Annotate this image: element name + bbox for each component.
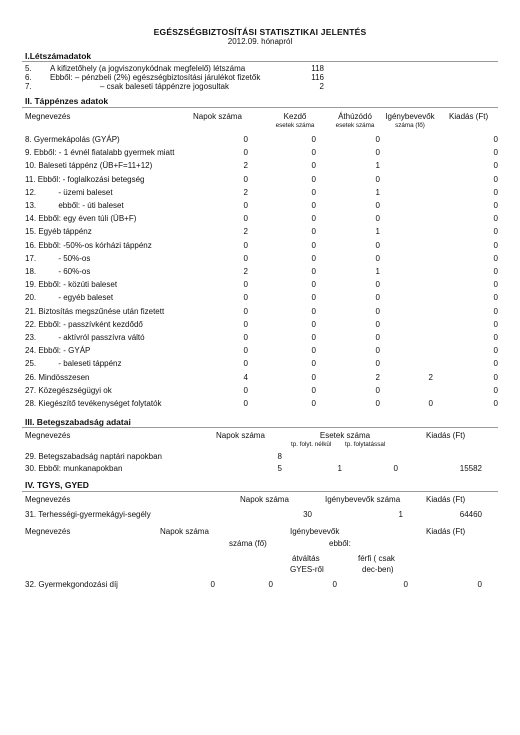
row-carried: 1 — [375, 227, 380, 237]
row-claimants: 2 — [428, 372, 433, 382]
row-carried: 0 — [375, 174, 380, 184]
row-payment: 0 — [493, 253, 498, 263]
row-6-label: Ebből: – pénzbeli (2%) egészségbiztosítási járulékot fizetők — [50, 73, 261, 82]
row-payment: 0 — [493, 359, 498, 369]
row-payment: 0 — [493, 372, 498, 382]
row-payment: 0 — [493, 319, 498, 329]
row-payment: 0 — [493, 399, 498, 408]
row-days: 0 — [243, 293, 248, 303]
row-starting: 0 — [311, 399, 316, 408]
row-starting: 0 — [311, 280, 316, 290]
row-carried: 0 — [375, 346, 380, 356]
row-days: 0 — [243, 253, 248, 263]
row-starting: 0 — [311, 319, 316, 329]
row-starting: 0 — [311, 135, 316, 144]
row-32-switch: 0 — [332, 580, 337, 589]
row-days: 0 — [243, 174, 248, 184]
row-payment: 0 — [493, 385, 498, 395]
report-title: EGÉSZSÉGBIZTOSÍTÁSI STATISZTIKAI JELENTÉS — [153, 27, 367, 37]
row-claimants: 0 — [428, 399, 433, 408]
col-header-of-which: ebből: — [329, 539, 351, 548]
row-32-label: 32. Gyermekgondozási díj — [25, 580, 118, 589]
row-starting: 0 — [311, 267, 316, 276]
row-days: 0 — [243, 306, 248, 316]
row-30-cases-without: 1 — [337, 464, 342, 473]
row-label: 15. Egyéb táppénz — [25, 227, 92, 237]
row-carried: 1 — [375, 187, 380, 197]
row-label: 11. Ebből: - foglalkozási betegség — [25, 174, 145, 184]
col-header-days: Napok száma — [193, 112, 242, 121]
row-label: 24. Ebből: - GYÁP — [25, 346, 91, 356]
row-5-value: 118 — [311, 64, 324, 73]
row-payment: 0 — [493, 187, 498, 197]
col-header-cases-without: tp. folyt. nélkül — [291, 441, 332, 448]
row-29-days: 8 — [277, 452, 282, 461]
row-days: 2 — [243, 187, 248, 197]
row-days: 0 — [243, 319, 248, 329]
row-5-label: A kifizetőhely (a jogviszonykódnak megfelelő) létszáma — [50, 64, 246, 73]
col-header-carried: Áthúzódó — [338, 112, 372, 121]
row-label: 12. - üzemi baleset — [25, 187, 113, 197]
row-6-number: 6. — [25, 73, 32, 82]
row-starting: 0 — [311, 306, 316, 316]
row-days: 0 — [243, 148, 248, 158]
row-carried: 0 — [375, 201, 380, 210]
divider — [22, 61, 498, 62]
row-starting: 0 — [311, 372, 316, 382]
row-carried: 0 — [375, 253, 380, 263]
row-payment: 0 — [493, 174, 498, 184]
col-header-claimants: Igénybevevők — [385, 112, 435, 121]
col-header-starting: Kezdő — [283, 112, 307, 121]
row-carried: 2 — [375, 372, 380, 382]
row-carried: 1 — [375, 161, 380, 171]
row-32-days: 0 — [210, 580, 215, 589]
row-starting: 0 — [311, 293, 316, 303]
row-label: 17. - 50%-os — [25, 253, 91, 263]
row-days: 0 — [243, 333, 248, 342]
row-30-days: 5 — [277, 464, 282, 473]
row-label: 28. Kiegészítő tevékenységet folytatók — [25, 399, 162, 408]
row-30-label: 30. Ebből: munkanapokban — [25, 464, 123, 473]
row-31-label: 31. Terhességi-gyermekágyi-segély — [25, 510, 151, 519]
row-payment: 0 — [493, 227, 498, 237]
row-days: 0 — [243, 240, 248, 250]
row-starting: 0 — [311, 148, 316, 158]
divider — [22, 107, 498, 108]
col-header-payment: Kiadás (Ft) — [449, 112, 489, 121]
row-32-male: 0 — [403, 580, 408, 589]
row-29-label: 29. Betegszabadság naptári napokban — [25, 452, 162, 461]
col-header-claimants: Igénybevevők száma — [325, 495, 401, 504]
col-header-name: Megnevezés — [25, 431, 71, 440]
row-carried: 0 — [375, 306, 380, 316]
row-days: 0 — [243, 280, 248, 290]
row-label: 23. - aktívról passzívra váltó — [25, 333, 145, 342]
row-starting: 0 — [311, 359, 316, 369]
row-payment: 0 — [493, 333, 498, 342]
section-1-title: I.Létszámadatok — [25, 51, 92, 61]
row-starting: 0 — [311, 161, 316, 171]
section-3-title: III. Betegszabadság adatai — [25, 417, 131, 427]
row-label: 9. Ebből: - 1 évnél fiatalabb gyermek miatt — [25, 148, 175, 158]
col-header-starting-sub: esetek száma — [275, 122, 315, 129]
row-label: 22. Ebből: - passzívként kezdődő — [25, 319, 143, 329]
row-label: 19. Ebből: - közúti baleset — [25, 280, 118, 290]
row-payment: 0 — [493, 135, 498, 144]
row-label: 13. ebből: - úti baleset — [25, 201, 124, 210]
row-label: 27. Közegészségügyi ok — [25, 385, 112, 395]
row-starting: 0 — [311, 227, 316, 237]
row-days: 0 — [243, 214, 248, 224]
col-header-male-2: dec-ben) — [362, 565, 394, 574]
col-header-claimants-sub: száma (fő) — [395, 122, 425, 129]
col-header-days: Napok száma — [160, 527, 209, 536]
row-starting: 0 — [311, 385, 316, 395]
row-days: 0 — [243, 346, 248, 356]
row-days: 2 — [243, 161, 248, 171]
col-header-cases-with: tp. folytatással — [345, 441, 386, 448]
row-payment: 0 — [493, 240, 498, 250]
row-5-number: 5. — [25, 64, 32, 73]
row-7-label: – csak baleseti táppénzre jogosultak — [100, 82, 229, 91]
row-label: 8. Gyermekápolás (GYÁP) — [25, 135, 120, 144]
row-starting: 0 — [311, 187, 316, 197]
col-header-switch-1: átváltás — [292, 554, 320, 563]
divider — [22, 491, 498, 492]
row-payment: 0 — [493, 201, 498, 210]
row-payment: 0 — [493, 161, 498, 171]
row-carried: 0 — [375, 214, 380, 224]
report-period: 2012.09. hónapról — [227, 37, 293, 46]
row-days: 0 — [243, 201, 248, 210]
row-30-cases-with: 0 — [393, 464, 398, 473]
row-days: 2 — [243, 227, 248, 237]
row-days: 0 — [243, 385, 248, 395]
row-32-count: 0 — [268, 580, 273, 589]
col-header-name: Megnevezés — [25, 112, 71, 121]
col-header-payment: Kiadás (Ft) — [426, 431, 466, 440]
row-label: 21. Biztosítás megszűnése után fizetett — [25, 306, 165, 316]
row-days: 0 — [243, 359, 248, 369]
row-label: 10. Baleseti táppénz (ÜB+F=11+12) — [25, 161, 153, 171]
row-30-payment: 15582 — [459, 464, 482, 473]
row-6-value: 116 — [311, 73, 324, 82]
col-header-claimants: Igénybevevők — [290, 527, 340, 536]
row-label: 20. - egyéb baleset — [25, 293, 114, 303]
row-payment: 0 — [493, 148, 498, 158]
row-payment: 0 — [493, 214, 498, 224]
col-header-male-1: férfi ( csak — [358, 554, 395, 563]
col-header-days: Napok száma — [216, 431, 265, 440]
col-header-switch-2: GYES-ről — [290, 565, 324, 574]
row-label: 16. Ebből: -50%-os kórházi táppénz — [25, 240, 152, 250]
row-label: 26. Mindösszesen — [25, 372, 90, 382]
row-31-payment: 64460 — [459, 510, 482, 519]
row-carried: 0 — [375, 293, 380, 303]
row-starting: 0 — [311, 346, 316, 356]
row-starting: 0 — [311, 240, 316, 250]
row-payment: 0 — [493, 280, 498, 290]
section-2-title: II. Táppénzes adatok — [25, 96, 109, 106]
row-carried: 0 — [375, 333, 380, 342]
row-carried: 0 — [375, 280, 380, 290]
row-starting: 0 — [311, 333, 316, 342]
row-carried: 0 — [375, 319, 380, 329]
row-7-number: 7. — [25, 82, 32, 91]
col-header-payment: Kiadás (Ft) — [426, 495, 466, 504]
row-starting: 0 — [311, 174, 316, 184]
row-carried: 0 — [375, 148, 380, 158]
divider — [22, 427, 498, 428]
col-header-payment: Kiadás (Ft) — [426, 527, 466, 536]
row-starting: 0 — [311, 214, 316, 224]
col-header-name: Megnevezés — [25, 527, 71, 536]
row-days: 4 — [243, 372, 248, 382]
row-days: 0 — [243, 135, 248, 144]
row-carried: 0 — [375, 385, 380, 395]
row-label: 25. - baleseti táppénz — [25, 359, 122, 369]
row-payment: 0 — [493, 346, 498, 356]
row-starting: 0 — [311, 253, 316, 263]
col-header-days: Napok száma — [240, 495, 289, 504]
row-carried: 0 — [375, 240, 380, 250]
row-carried: 0 — [375, 399, 380, 408]
row-payment: 0 — [493, 267, 498, 276]
row-31-claimants: 1 — [398, 510, 403, 519]
col-header-carried-sub: esetek száma — [335, 122, 375, 129]
row-payment: 0 — [493, 293, 498, 303]
row-7-value: 2 — [319, 82, 324, 91]
col-header-cases: Esetek száma — [319, 431, 371, 440]
row-days: 2 — [243, 267, 248, 276]
col-header-name: Megnevezés — [25, 495, 71, 504]
row-carried: 1 — [375, 267, 380, 276]
row-payment: 0 — [493, 306, 498, 316]
row-32-payment: 0 — [477, 580, 482, 589]
row-31-days: 30 — [303, 510, 312, 519]
col-header-count: száma (fő) — [229, 539, 267, 548]
row-label: 14. Ebből: egy éven túli (ÜB+F) — [25, 214, 137, 224]
row-carried: 0 — [375, 359, 380, 369]
row-starting: 0 — [311, 201, 316, 210]
section-4-title: IV. TGYS, GYED — [25, 480, 89, 490]
row-days: 0 — [243, 399, 248, 408]
row-label: 18. - 60%-os — [25, 267, 91, 276]
row-carried: 0 — [375, 135, 380, 144]
